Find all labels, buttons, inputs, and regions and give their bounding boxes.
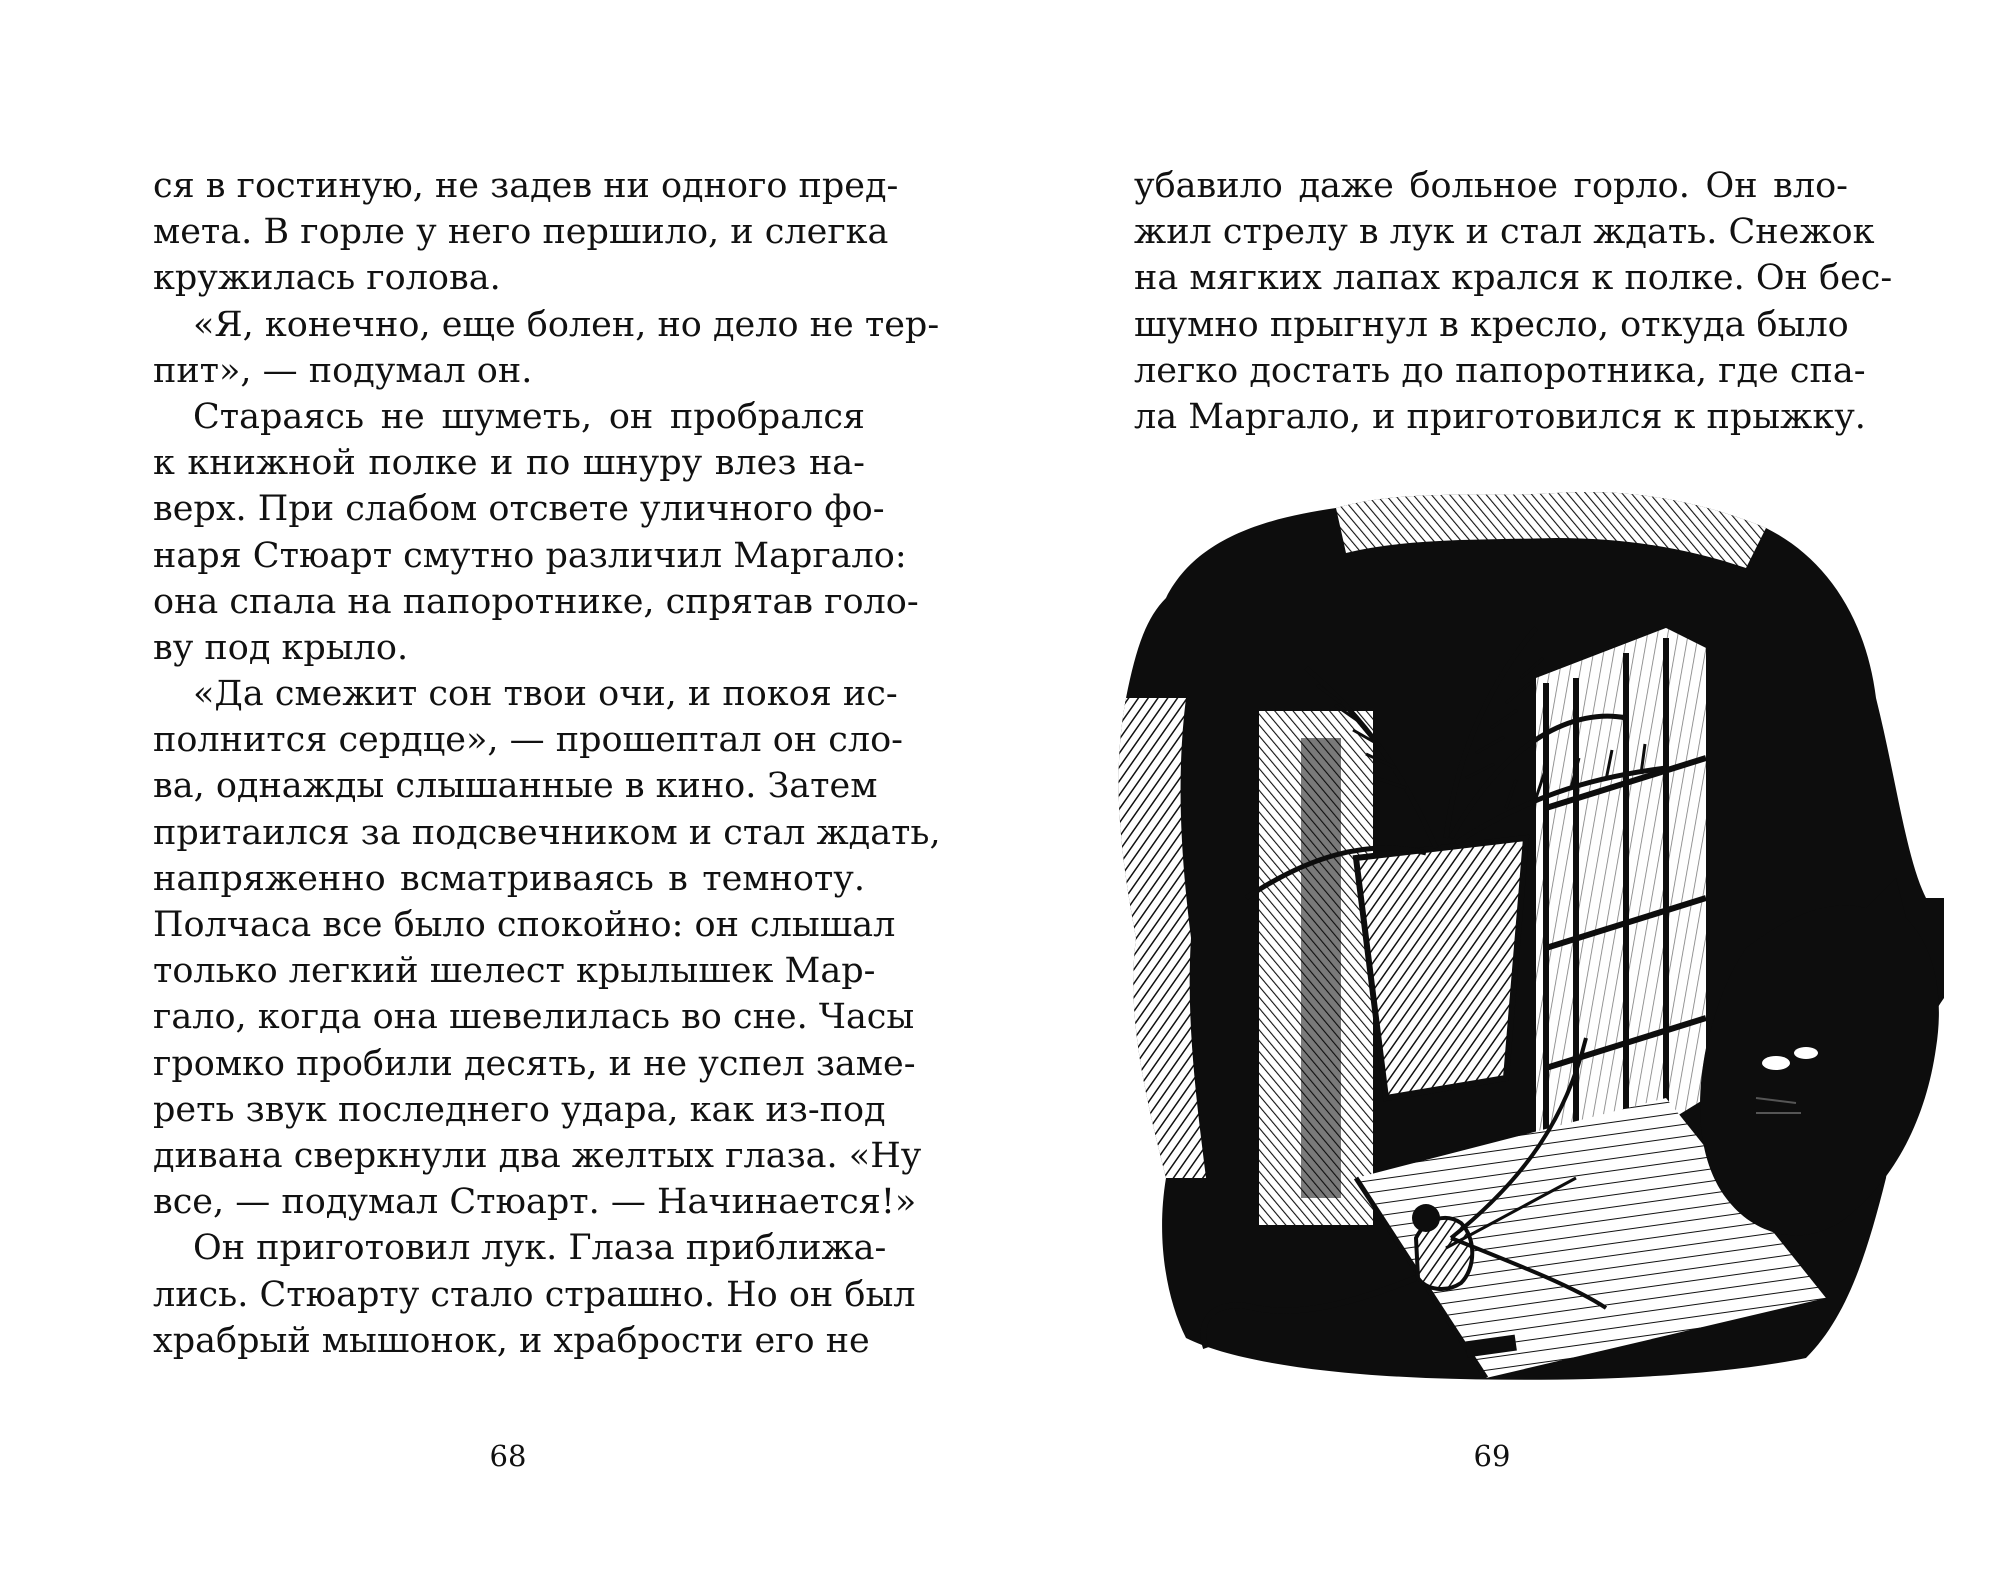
text-line: верх. При слабом отсвете уличного фо- bbox=[153, 489, 885, 530]
text-line: ва, однажды слышанные в кино. Затем bbox=[153, 766, 878, 807]
text-line: напряженно всматриваясь в темноту. bbox=[153, 858, 865, 899]
right-page bbox=[1000, 0, 2000, 1587]
text-line: Полчаса все было спокойно: он слышал bbox=[153, 905, 896, 945]
text-line: к книжной полке и по шнуру влез на- bbox=[153, 443, 865, 484]
text-line: притаился за подсвечником и стал ждать, bbox=[153, 812, 941, 853]
text-line: наря Стюарт смутно различил Маргало: bbox=[153, 535, 907, 576]
text-line: на мягких лапах крался к полке. Он бес- bbox=[1134, 258, 1893, 299]
cat-eye-icon bbox=[1762, 1056, 1790, 1070]
text-line: «Да смежит сон твои очи, и покоя ис- bbox=[193, 674, 898, 715]
text-line: ся в гостиную, не задев ни одного пред- bbox=[153, 166, 899, 206]
text-line: ву под крыло. bbox=[153, 627, 409, 668]
page-number: 69 bbox=[1473, 1439, 1511, 1473]
left-page-text bbox=[153, 163, 941, 1364]
text-line: реть звук последнего удара, как из-под bbox=[153, 1089, 886, 1130]
text-line: только легкий шелест крылышек Мар- bbox=[153, 951, 876, 992]
text-line: шумно прыгнул в кресло, откуда было bbox=[1134, 304, 1849, 345]
page-number: 68 bbox=[489, 1439, 527, 1473]
text-line: лись. Стюарту стало страшно. Но он был bbox=[153, 1274, 916, 1315]
text-line: «Я, конечно, еще болен, но дело не тер- bbox=[193, 304, 940, 345]
text-line: храбрый мышонок, и храбрости его не bbox=[153, 1320, 870, 1361]
text-line: дивана сверкнули два желтых глаза. «Ну bbox=[153, 1135, 922, 1176]
text-line: гало, когда она шевелилась во сне. Часы bbox=[153, 997, 915, 1038]
text-line: все, — подумал Стюарт. — Начинается!» bbox=[153, 1182, 917, 1223]
cat-eye-icon bbox=[1794, 1047, 1818, 1059]
text-line: она спала на папоротнике, спрятав голо- bbox=[153, 581, 919, 622]
right-page-text bbox=[1134, 163, 1893, 440]
text-line: пит», — подумал он. bbox=[153, 350, 533, 391]
text-line: кружилась голова. bbox=[153, 258, 501, 299]
text-line: Он приготовил лук. Глаза приближа- bbox=[193, 1228, 887, 1269]
text-line: громко пробили десять, и не успел заме- bbox=[153, 1043, 916, 1084]
text-line: мета. В горле у него першило, и слегка bbox=[153, 212, 889, 253]
text-line: легко достать до папоротника, где спа- bbox=[1134, 350, 1866, 391]
text-line: убавило даже больное горло. Он вло- bbox=[1134, 166, 1848, 206]
illustration bbox=[1106, 478, 1944, 1412]
text-line: жил стрелу в лук и стал ждать. Снежок bbox=[1134, 212, 1875, 253]
text-line: Стараясь не шуметь, он пробрался bbox=[193, 396, 865, 437]
text-line: ла Маргало, и приготовился к прыжку. bbox=[1134, 396, 1866, 437]
text-line: полнится сердце», — прошептал он сло- bbox=[153, 720, 903, 761]
